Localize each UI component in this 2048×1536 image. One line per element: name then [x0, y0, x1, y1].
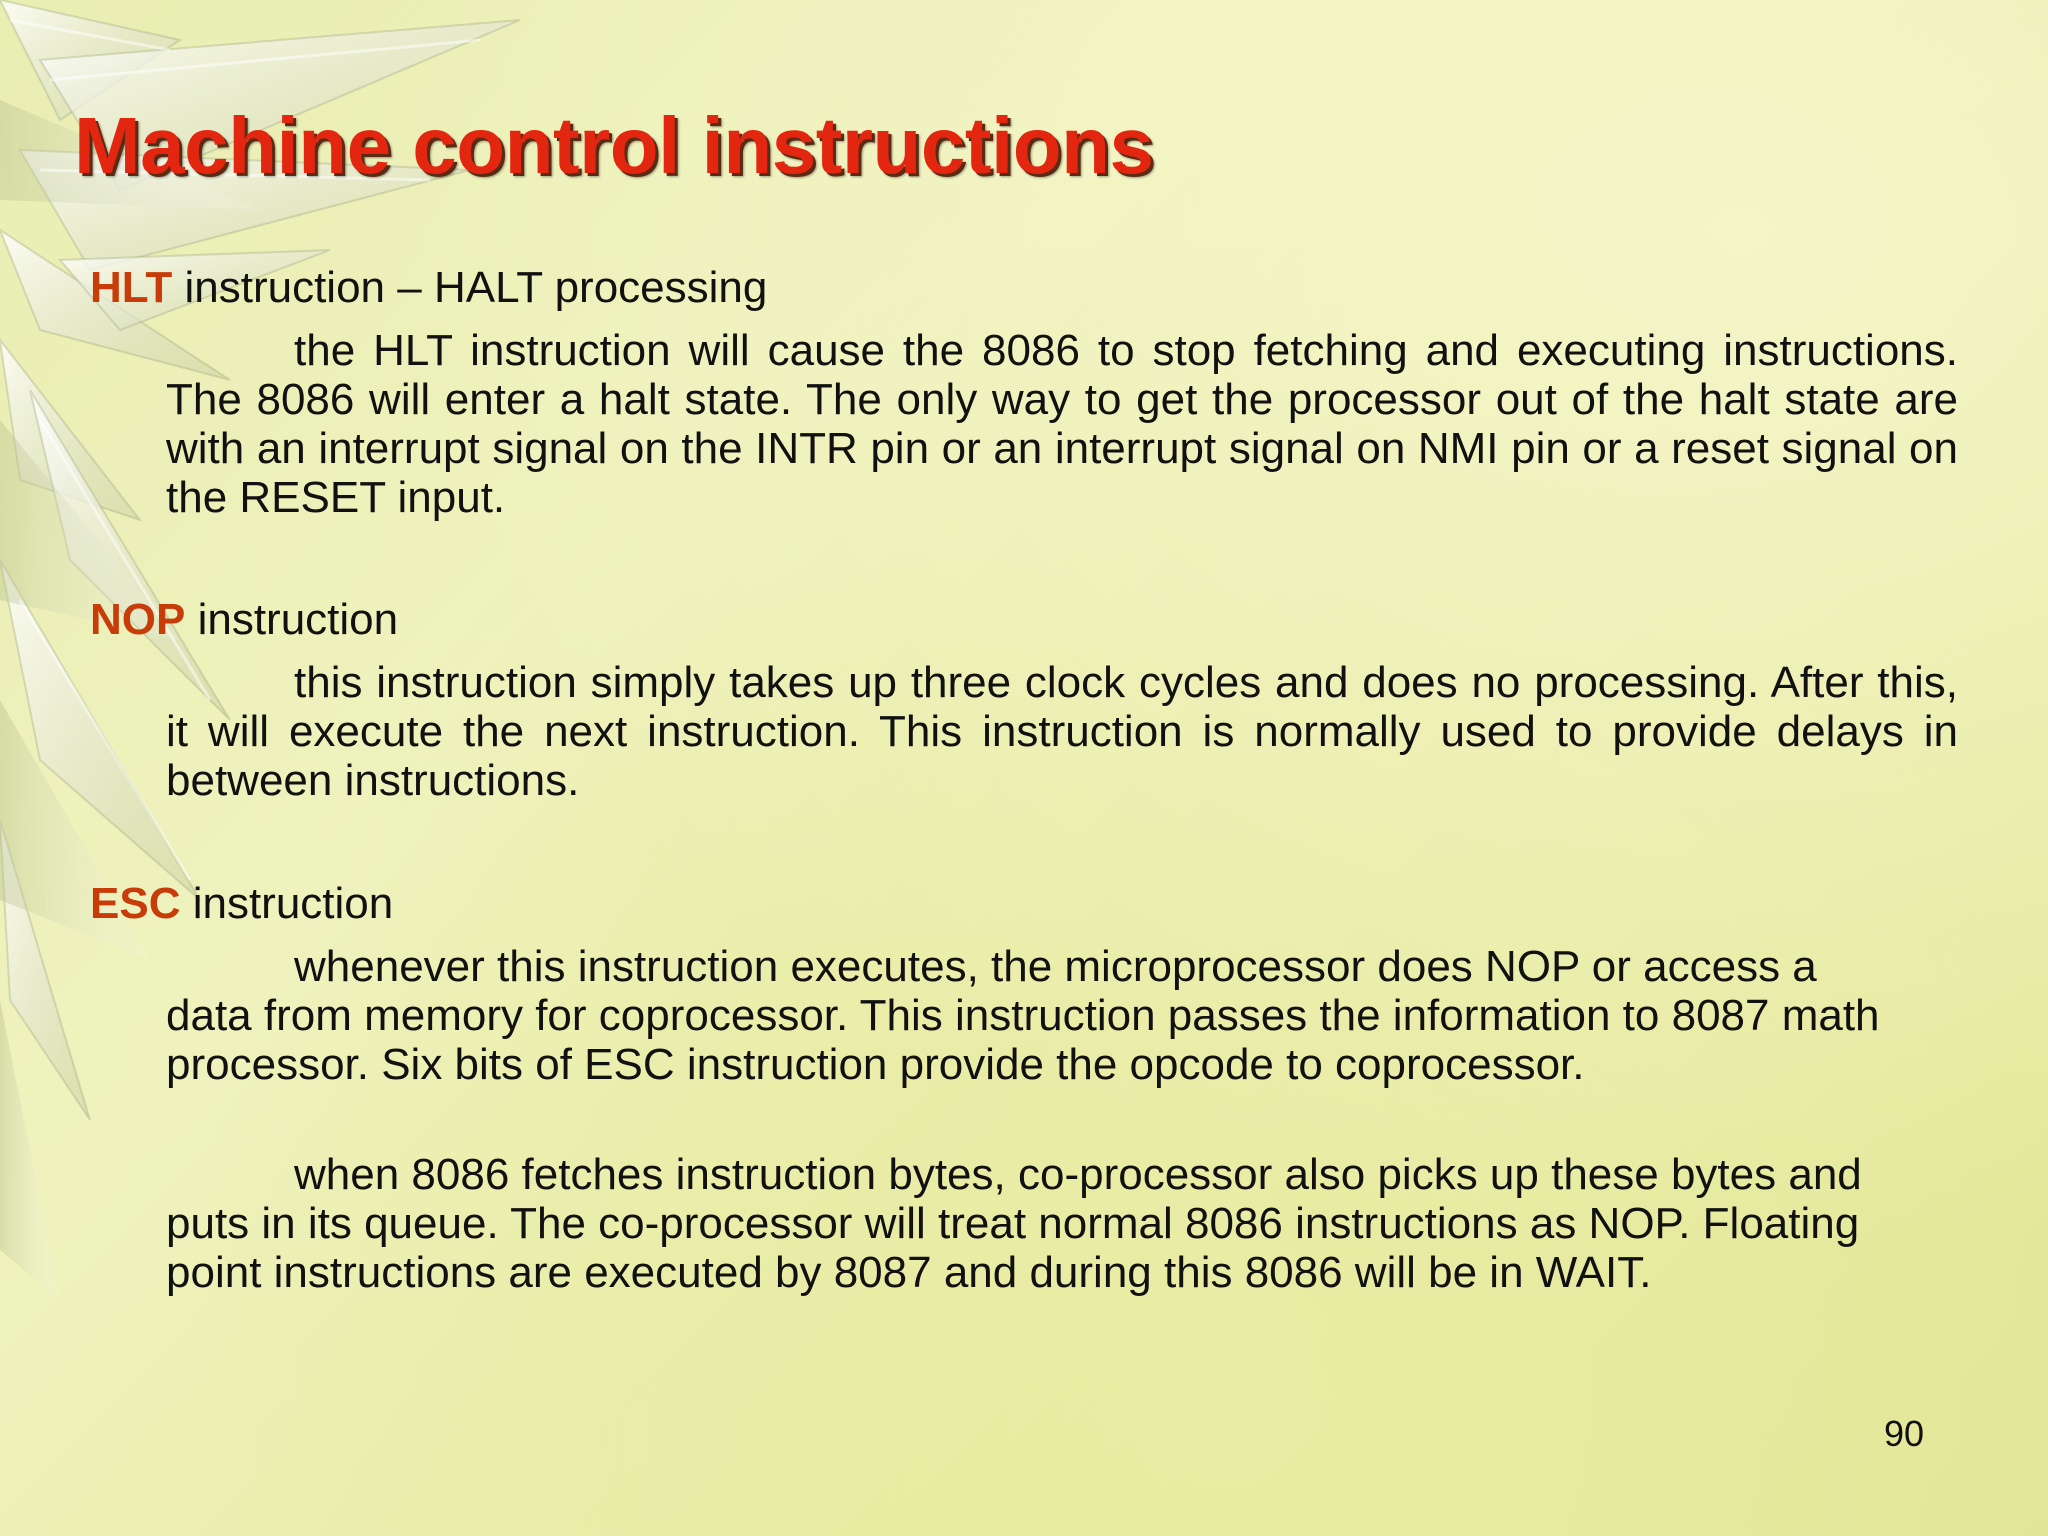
section-keyword: NOP — [90, 595, 186, 644]
section-keyword: ESC — [90, 879, 181, 928]
section-keyword: HLT — [90, 263, 173, 312]
section-heading-nop — [90, 594, 398, 646]
section-paragraph-nop: this instruction simply takes up three clock cycles and does no processing. After this, it will execute the next instruction. This instruction is normally used to provide delays in between instructions. — [166, 658, 1958, 805]
section-paragraph-hlt: the HLT instruction will cause the 8086 to stop fetching and executing instructions. The 8086 will enter a halt state. The only way to get the processor out of the halt state are with an interrupt signal on the INTR pin or an interrupt signal on NMI pin or a reset signal on the RESET input. — [166, 326, 1958, 522]
page-number: 90 — [1883, 1413, 1924, 1454]
section-heading-hlt — [90, 262, 767, 314]
section-paragraph-esc-1: whenever this instruction executes, the microprocessor does NOP or access a data from memory for coprocessor. This instruction passes the information to 8087 math processor. Six bits of ESC instruction provide the opcode to coprocessor. — [166, 942, 1880, 1089]
slide-title: Machine control instructions — [74, 101, 1154, 190]
section-heading-esc — [90, 878, 393, 930]
section-heading-text: instruction — [185, 595, 399, 644]
section-paragraph-esc-2: when 8086 fetches instruction bytes, co-processor also picks up these bytes and puts in its queue. The co-processor will treat normal 8086 instructions as NOP. Floating point instructions are executed by 8087 and during this 8086 will be in WAIT. — [166, 1150, 1862, 1297]
section-heading-text: instruction – HALT processing — [172, 263, 768, 312]
section-heading-text: instruction — [180, 879, 394, 928]
